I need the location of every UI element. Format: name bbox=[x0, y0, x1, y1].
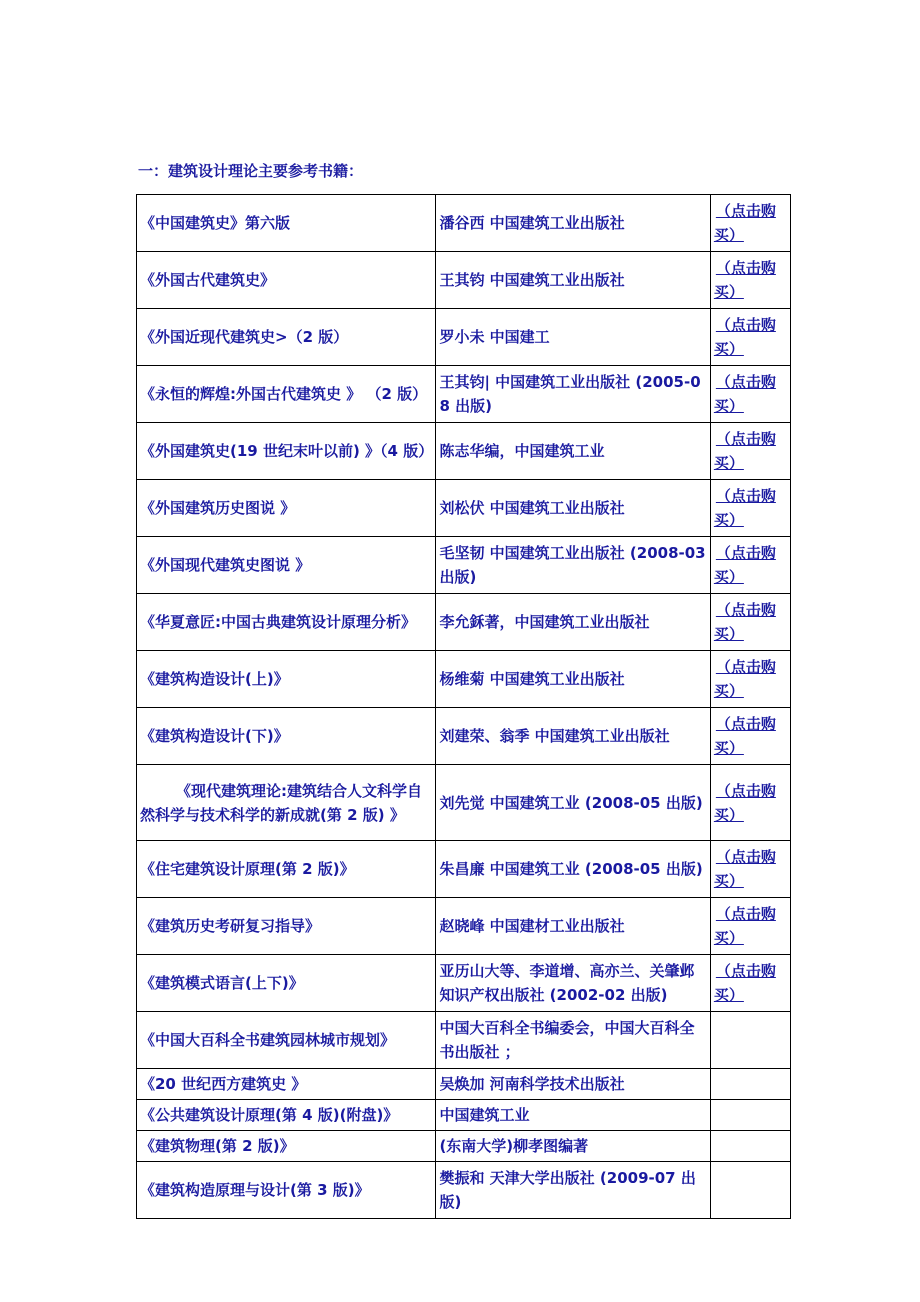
buy-cell bbox=[710, 195, 790, 252]
buy-cell bbox=[710, 480, 790, 537]
table-row bbox=[137, 898, 791, 955]
book-title-cell: 《外国古代建筑史》 bbox=[137, 252, 436, 309]
book-title-cell: 《外国建筑历史图说 》 bbox=[137, 480, 436, 537]
publisher-cell: 陈志华编，中国建筑工业 bbox=[436, 423, 710, 480]
publisher-cell: 刘先觉 中国建筑工业 (2008-05 出版) bbox=[436, 765, 710, 841]
buy-cell bbox=[710, 708, 790, 765]
buy-cell bbox=[710, 309, 790, 366]
table-row bbox=[137, 480, 791, 537]
publisher-cell: 樊振和 天津大学出版社 (2009-07 出版) bbox=[436, 1162, 710, 1219]
table-row bbox=[137, 594, 791, 651]
book-table bbox=[136, 194, 791, 1219]
book-title-cell: 《20 世纪西方建筑史 》 bbox=[137, 1069, 436, 1100]
book-title-cell: 《建筑模式语言(上下)》 bbox=[137, 955, 436, 1012]
table-row bbox=[137, 955, 791, 1012]
table-row bbox=[137, 708, 791, 765]
table-row bbox=[137, 651, 791, 708]
buy-link[interactable]: （点击购买） bbox=[713, 316, 776, 358]
book-title-cell: 《华夏意匠:中国古典建筑设计原理分析》 bbox=[137, 594, 436, 651]
buy-cell bbox=[710, 898, 790, 955]
buy-cell bbox=[710, 955, 790, 1012]
buy-cell bbox=[710, 1162, 790, 1219]
publisher-cell: 中国大百科全书编委会，中国大百科全书出版社 ； bbox=[436, 1012, 710, 1069]
publisher-cell: 朱昌廉 中国建筑工业 (2008-05 出版) bbox=[436, 841, 710, 898]
book-title-cell: 《中国大百科全书建筑园林城市规划》 bbox=[137, 1012, 436, 1069]
book-title-cell: 《永恒的辉煌:外国古代建筑史 》 （2 版） bbox=[137, 366, 436, 423]
buy-cell bbox=[710, 1069, 790, 1100]
publisher-cell: 刘建荣、翁季 中国建筑工业出版社 bbox=[436, 708, 710, 765]
table-row bbox=[137, 252, 791, 309]
buy-cell bbox=[710, 252, 790, 309]
publisher-cell: 中国建筑工业 bbox=[436, 1100, 710, 1131]
buy-link[interactable]: （点击购买） bbox=[713, 715, 776, 757]
publisher-cell: 亚历山大等、李道增、高亦兰、关肇邺 知识产权出版社 (2002-02 出版) bbox=[436, 955, 710, 1012]
book-title-cell: 《外国现代建筑史图说 》 bbox=[137, 537, 436, 594]
publisher-cell: 罗小未 中国建工 bbox=[436, 309, 710, 366]
publisher-cell: 潘谷西 中国建筑工业出版社 bbox=[436, 195, 710, 252]
publisher-cell: 王其钧 中国建筑工业出版社 bbox=[436, 252, 710, 309]
book-title-cell: 《建筑构造设计(下)》 bbox=[137, 708, 436, 765]
table-row bbox=[137, 1012, 791, 1069]
book-title-cell: 《建筑历史考研复习指导》 bbox=[137, 898, 436, 955]
buy-link[interactable]: （点击购买） bbox=[713, 658, 776, 700]
book-title-cell: 《建筑构造设计(上)》 bbox=[137, 651, 436, 708]
buy-link[interactable]: （点击购买） bbox=[713, 848, 776, 890]
publisher-cell: 毛坚韧 中国建筑工业出版社 (2008-03 出版) bbox=[436, 537, 710, 594]
publisher-cell: 吴焕加 河南科学技术出版社 bbox=[436, 1069, 710, 1100]
buy-link[interactable]: （点击购买） bbox=[713, 544, 776, 586]
buy-cell bbox=[710, 1100, 790, 1131]
book-title-cell: 《住宅建筑设计原理(第 2 版)》 bbox=[137, 841, 436, 898]
book-title-cell: 《公共建筑设计原理(第 4 版)(附盘)》 bbox=[137, 1100, 436, 1131]
table-row bbox=[137, 1100, 791, 1131]
buy-link[interactable]: （点击购买） bbox=[713, 202, 776, 244]
publisher-cell: 王其钧| 中国建筑工业出版社 (2005-08 出版) bbox=[436, 366, 710, 423]
buy-cell bbox=[710, 765, 790, 841]
table-row bbox=[137, 1069, 791, 1100]
buy-cell bbox=[710, 1131, 790, 1162]
buy-cell bbox=[710, 366, 790, 423]
table-row bbox=[137, 765, 791, 841]
book-title-cell: 《建筑物理(第 2 版)》 bbox=[137, 1131, 436, 1162]
table-row bbox=[137, 309, 791, 366]
table-row bbox=[137, 1131, 791, 1162]
table-row bbox=[137, 423, 791, 480]
buy-cell bbox=[710, 423, 790, 480]
buy-cell bbox=[710, 1012, 790, 1069]
book-table-body bbox=[137, 195, 791, 1219]
publisher-cell: (东南大学)柳孝图编著 bbox=[436, 1131, 710, 1162]
book-title-cell: 《现代建筑理论:建筑结合人文科学自然科学与技术科学的新成就(第 2 版) 》 bbox=[137, 765, 436, 841]
table-row bbox=[137, 366, 791, 423]
buy-cell bbox=[710, 841, 790, 898]
table-row bbox=[137, 537, 791, 594]
buy-link[interactable]: （点击购买） bbox=[713, 601, 776, 643]
table-row bbox=[137, 195, 791, 252]
buy-cell bbox=[710, 537, 790, 594]
book-title-cell: 《外国近现代建筑史>（2 版） bbox=[137, 309, 436, 366]
book-title-cell: 《外国建筑史(19 世纪末叶以前) 》（4 版） bbox=[137, 423, 436, 480]
publisher-cell: 杨维菊 中国建筑工业出版社 bbox=[436, 651, 710, 708]
buy-link[interactable]: （点击购买） bbox=[713, 259, 776, 301]
buy-link[interactable]: （点击购买） bbox=[713, 487, 776, 529]
book-title-cell: 《建筑构造原理与设计(第 3 版)》 bbox=[137, 1162, 436, 1219]
table-row bbox=[137, 1162, 791, 1219]
buy-link[interactable]: （点击购买） bbox=[713, 430, 776, 472]
buy-cell bbox=[710, 651, 790, 708]
book-title-cell: 《中国建筑史》第六版 bbox=[137, 195, 436, 252]
section-heading: 一：建筑设计理论主要参考书籍： bbox=[138, 162, 364, 180]
publisher-cell: 刘松伏 中国建筑工业出版社 bbox=[436, 480, 710, 537]
buy-link[interactable]: （点击购买） bbox=[713, 905, 776, 947]
buy-link[interactable]: （点击购买） bbox=[713, 373, 776, 415]
buy-link[interactable]: （点击购买） bbox=[713, 781, 776, 824]
buy-cell bbox=[710, 594, 790, 651]
publisher-cell: 赵晓峰 中国建材工业出版社 bbox=[436, 898, 710, 955]
publisher-cell: 李允鉌著，中国建筑工业出版社 bbox=[436, 594, 710, 651]
table-row bbox=[137, 841, 791, 898]
buy-link[interactable]: （点击购买） bbox=[713, 962, 776, 1004]
